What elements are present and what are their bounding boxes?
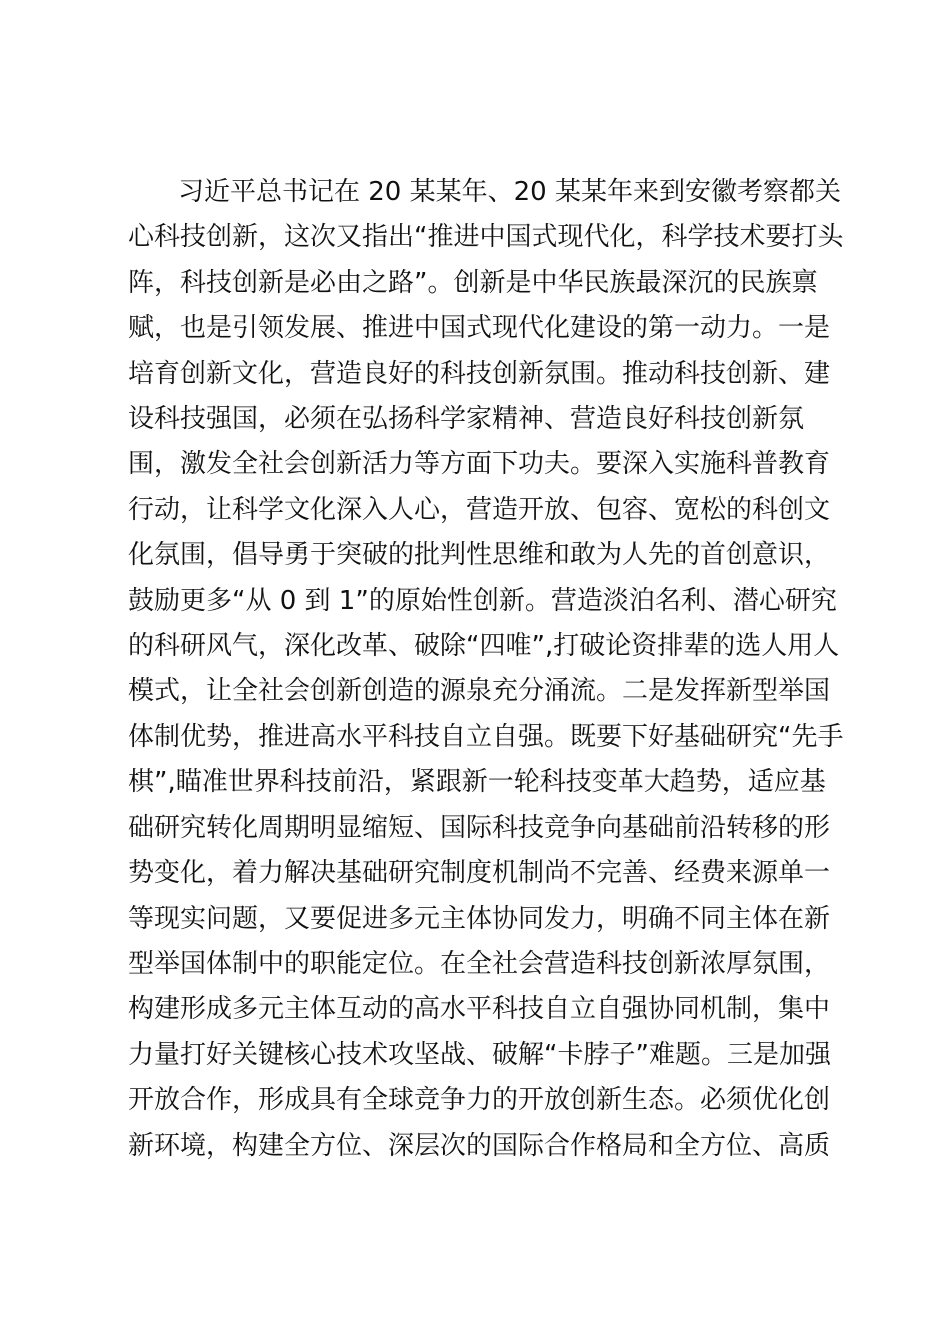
paragraph-line: 培育创新文化，营造良好的科技创新氛围。推动科技创新、建 <box>128 358 831 389</box>
paragraph-line: 设科技强国，必须在弘扬科学家精神、营造良好科技创新氛 <box>128 404 805 435</box>
paragraph-line: 模式，让全社会创新创造的源泉充分涌流。二是发挥新型举国 <box>128 676 831 707</box>
paragraph-line: 的科研风气，深化改革、破除“四唯”,打破论资排辈的选人用人 <box>128 631 840 662</box>
paragraph-line: 势变化，着力解决基础研究制度机制尚不完善、经费来源单一 <box>128 858 831 889</box>
paragraph-line: 棋”,瞄准世界科技前沿，紧跟新一轮科技变革大趋势，适应基 <box>128 767 826 798</box>
paragraph-line: 习近平总书记在 20 某某年、20 某某年来到安徽考察都关 <box>178 177 841 207</box>
paragraph-line: 鼓励更多“从 0 到 1”的原始性创新。营造淡泊名利、潜心研究 <box>128 585 837 616</box>
paragraph-line: 新环境，构建全方位、深层次的国际合作格局和全方位、高质 <box>128 1130 831 1161</box>
paragraph-line: 心科技创新，这次又指出“推进中国式现代化，科学技术要打头 <box>128 222 844 253</box>
paragraph-line: 体制优势，推进高水平科技自立自强。既要下好基础研究“先手 <box>128 721 844 752</box>
paragraph-line: 行动，让科学文化深入人心，营造开放、包容、宽松的科创文 <box>128 494 831 525</box>
paragraph-line: 力量打好关键核心技术攻坚战、破解“卡脖子”难题。三是加强 <box>128 1039 831 1070</box>
paragraph-line: 等现实问题，又要促进多元主体协同发力，明确不同主体在新 <box>128 903 831 934</box>
paragraph-line: 开放合作，形成具有全球竞争力的开放创新生态。必须优化创 <box>128 1085 831 1116</box>
paragraph-line: 构建形成多元主体互动的高水平科技自立自强协同机制，集中 <box>128 994 831 1025</box>
paragraph-line: 围，激发全社会创新活力等方面下功夫。要深入实施科普教育 <box>128 449 831 480</box>
paragraph-line: 化氛围，倡导勇于突破的批判性思维和敢为人先的首创意识， <box>128 540 831 571</box>
body-paragraph <box>128 170 848 1169</box>
paragraph-line: 赋，也是引领发展、推进中国式现代化建设的第一动力。一是 <box>128 313 831 344</box>
paragraph-line: 阵，科技创新是必由之路”。创新是中华民族最深沉的民族禀 <box>128 267 818 298</box>
paragraph-line: 型举国体制中的职能定位。在全社会营造科技创新浓厚氛围， <box>128 948 831 979</box>
paragraph-line: 础研究转化周期明显缩短、国际科技竞争向基础前沿转移的形 <box>128 812 831 843</box>
